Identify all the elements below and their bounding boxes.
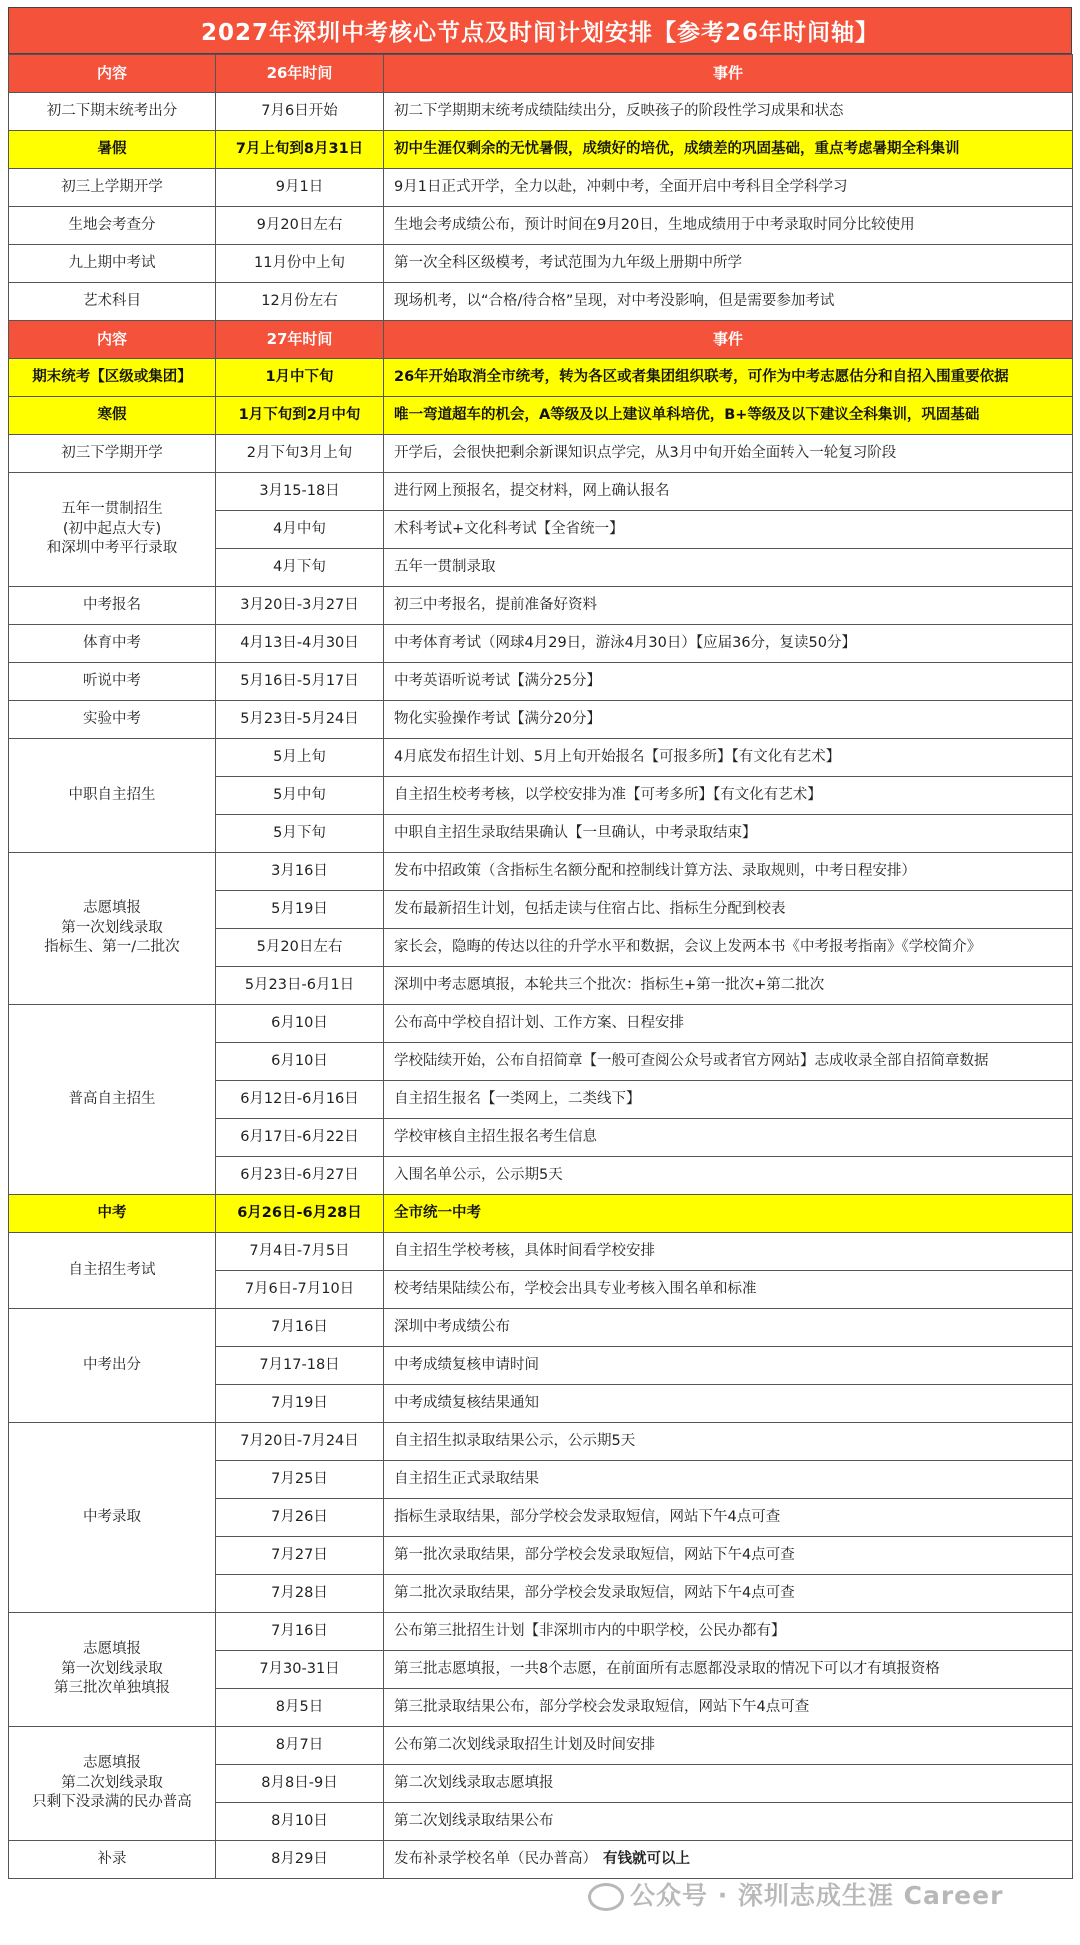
item-cell: 中职自主招生 <box>9 739 216 853</box>
time-cell: 8月5日 <box>216 1689 384 1727</box>
item-cell: 期末统考【区级或集团】 <box>9 359 216 397</box>
time-cell: 7月19日 <box>216 1385 384 1423</box>
item-cell: 志愿填报 第一次划线录取 第三批次单独填报 <box>9 1613 216 1727</box>
item-cell: 寒假 <box>9 397 216 435</box>
time-cell: 12月份左右 <box>216 283 384 321</box>
time-cell: 7月20日-7月24日 <box>216 1423 384 1461</box>
event-cell: 唯一弯道超车的机会，A等级及以上建议单科培优，B+等级及以下建议全科集训，巩固基础 <box>384 397 1073 435</box>
event-cell: 术科考试+文化科考试【全省统一】 <box>384 511 1073 549</box>
event-cell: 现场机考，以“合格/待合格”呈现，对中考没影响，但是需要参加考试 <box>384 283 1073 321</box>
table-row <box>9 283 1073 321</box>
table-row <box>9 1613 1073 1651</box>
watermark-text: 公众号 · 深圳志成生涯 Career <box>630 1881 1004 1910</box>
time-cell: 6月23日-6月27日 <box>216 1157 384 1195</box>
event-cell: 自主招生学校考核，具体时间看学校安排 <box>384 1233 1073 1271</box>
page-title: 2027年深圳中考核心节点及时间计划安排【参考26年时间轴】 <box>8 7 1072 54</box>
table-row <box>9 587 1073 625</box>
time-cell: 6月12日-6月16日 <box>216 1081 384 1119</box>
schedule-table-body <box>9 55 1073 1879</box>
table-row <box>9 359 1073 397</box>
time-cell: 5月19日 <box>216 891 384 929</box>
time-cell: 8月29日 <box>216 1841 384 1879</box>
time-cell: 7月6日开始 <box>216 93 384 131</box>
event-cell <box>384 1841 1073 1879</box>
time-cell: 7月27日 <box>216 1537 384 1575</box>
table-row <box>9 131 1073 169</box>
event-cell: 自主招生校考考核，以学校安排为准【可考多所】【有文化有艺术】 <box>384 777 1073 815</box>
event-cell: 学校审核自主招生报名考生信息 <box>384 1119 1073 1157</box>
time-cell: 5月23日-6月1日 <box>216 967 384 1005</box>
time-cell: 5月23日-5月24日 <box>216 701 384 739</box>
time-cell: 6月10日 <box>216 1005 384 1043</box>
event-cell: 第二批次录取结果，部分学校会发录取短信，网站下午4点可查 <box>384 1575 1073 1613</box>
table-row <box>9 853 1073 891</box>
event-cell: 自主招生报名【一类网上，二类线下】 <box>384 1081 1073 1119</box>
table-row <box>9 1423 1073 1461</box>
event-cell: 生地会考成绩公布，预计时间在9月20日，生地成绩用于中考录取时同分比较使用 <box>384 207 1073 245</box>
event-cell: 中考英语听说考试【满分25分】 <box>384 663 1073 701</box>
event-cell: 4月底发布招生计划、5月上旬开始报名【可报多所】【有文化有艺术】 <box>384 739 1073 777</box>
event-cell: 中职自主招生录取结果确认【一旦确认，中考录取结束】 <box>384 815 1073 853</box>
time-cell: 8月8日-9日 <box>216 1765 384 1803</box>
time-cell: 3月16日 <box>216 853 384 891</box>
wechat-icon <box>588 1883 624 1911</box>
event-cell: 9月1日正式开学，全力以赴，冲刺中考，全面开启中考科目全学科学习 <box>384 169 1073 207</box>
event-cell: 自主招生拟录取结果公示，公示期5天 <box>384 1423 1073 1461</box>
event-cell: 校考结果陆续公布，学校会出具专业考核入围名单和标准 <box>384 1271 1073 1309</box>
time-cell: 5月16日-5月17日 <box>216 663 384 701</box>
item-cell: 五年一贯制招生 (初中起点大专) 和深圳中考平行录取 <box>9 473 216 587</box>
event-cell: 进行网上预报名，提交材料，网上确认报名 <box>384 473 1073 511</box>
table-row <box>9 739 1073 777</box>
event-cell: 学校陆续开始，公布自招简章【一般可查阅公众号或者官方网站】志成收录全部自招简章数据 <box>384 1043 1073 1081</box>
item-cell: 中考录取 <box>9 1423 216 1613</box>
event-cell: 自主招生正式录取结果 <box>384 1461 1073 1499</box>
table-row-exam <box>9 1195 1073 1233</box>
time-cell: 7月上旬到8月31日 <box>216 131 384 169</box>
item-cell: 初二下期末统考出分 <box>9 93 216 131</box>
time-cell: 7月4日-7月5日 <box>216 1233 384 1271</box>
time-cell: 2月下旬3月上旬 <box>216 435 384 473</box>
item-cell: 自主招生考试 <box>9 1233 216 1309</box>
time-cell: 7月16日 <box>216 1309 384 1347</box>
time-cell: 7月17-18日 <box>216 1347 384 1385</box>
table-row <box>9 1233 1073 1271</box>
time-cell: 5月下旬 <box>216 815 384 853</box>
schedule-table <box>8 54 1073 1879</box>
event-cell: 公布第二次划线录取招生计划及时间安排 <box>384 1727 1073 1765</box>
time-cell: 7月6日-7月10日 <box>216 1271 384 1309</box>
event-cell: 初三中考报名，提前准备好资料 <box>384 587 1073 625</box>
event-cell: 五年一贯制录取 <box>384 549 1073 587</box>
table-row <box>9 169 1073 207</box>
event-cell: 26年开始取消全市统考，转为各区或者集团组织联考，可作为中考志愿估分和自招入围重要依据 <box>384 359 1073 397</box>
time-cell: 5月上旬 <box>216 739 384 777</box>
time-cell: 9月1日 <box>216 169 384 207</box>
item-cell: 初三下学期开学 <box>9 435 216 473</box>
time-cell: 4月13日-4月30日 <box>216 625 384 663</box>
table-row-supplement <box>9 1841 1073 1879</box>
time-cell: 7月30-31日 <box>216 1651 384 1689</box>
table-row <box>9 93 1073 131</box>
item-cell: 听说中考 <box>9 663 216 701</box>
table-header-row <box>9 55 1073 93</box>
event-cell: 中考成绩复核申请时间 <box>384 1347 1073 1385</box>
event-cell: 物化实验操作考试【满分20分】 <box>384 701 1073 739</box>
time-cell: 1月下旬到2月中旬 <box>216 397 384 435</box>
event-cell: 家长会，隐晦的传达以往的升学水平和数据，会议上发两本书《中考报考指南》《学校简介》 <box>384 929 1073 967</box>
event-cell: 第一批次录取结果，部分学校会发录取短信，网站下午4点可查 <box>384 1537 1073 1575</box>
event-cell: 全市统一中考 <box>384 1195 1073 1233</box>
table-row <box>9 1309 1073 1347</box>
time-cell: 7月25日 <box>216 1461 384 1499</box>
event-cell: 中考成绩复核结果通知 <box>384 1385 1073 1423</box>
schedule-sheet <box>8 7 1072 1879</box>
item-cell: 补录 <box>9 1841 216 1879</box>
event-cell: 初中生涯仅剩余的无忧暑假，成绩好的培优，成绩差的巩固基础，重点考虑暑期全科集训 <box>384 131 1073 169</box>
time-cell: 6月17日-6月22日 <box>216 1119 384 1157</box>
time-cell: 6月10日 <box>216 1043 384 1081</box>
item-cell: 艺术科目 <box>9 283 216 321</box>
item-cell: 志愿填报 第二次划线录取 只剩下没录满的民办普高 <box>9 1727 216 1841</box>
event-cell: 开学后，会很快把剩余新课知识点学完，从3月中旬开始全面转入一轮复习阶段 <box>384 435 1073 473</box>
table-row <box>9 207 1073 245</box>
event-emphasis: 有钱就可以上 <box>603 1850 690 1867</box>
item-cell: 暑假 <box>9 131 216 169</box>
column-header-content: 内容 <box>9 55 216 93</box>
time-cell: 11月份中上旬 <box>216 245 384 283</box>
column-header-time: 27年时间 <box>216 321 384 359</box>
event-cell: 初二下学期期末统考成绩陆续出分，反映孩子的阶段性学习成果和状态 <box>384 93 1073 131</box>
watermark <box>588 1876 1003 1912</box>
event-cell: 第三批志愿填报，一共8个志愿，在前面所有志愿都没录取的情况下可以才有填报资格 <box>384 1651 1073 1689</box>
time-cell: 3月15-18日 <box>216 473 384 511</box>
time-cell: 1月中下旬 <box>216 359 384 397</box>
time-cell: 8月10日 <box>216 1803 384 1841</box>
time-cell: 4月下旬 <box>216 549 384 587</box>
time-cell: 5月20日左右 <box>216 929 384 967</box>
event-cell: 公布第三批招生计划【非深圳市内的中职学校，公民办都有】 <box>384 1613 1073 1651</box>
item-cell: 中考出分 <box>9 1309 216 1423</box>
event-cell: 深圳中考成绩公布 <box>384 1309 1073 1347</box>
item-cell: 中考 <box>9 1195 216 1233</box>
event-cell: 发布最新招生计划，包括走读与住宿占比、指标生分配到校表 <box>384 891 1073 929</box>
table-row <box>9 663 1073 701</box>
time-cell: 7月28日 <box>216 1575 384 1613</box>
time-cell: 7月16日 <box>216 1613 384 1651</box>
table-row <box>9 435 1073 473</box>
event-cell: 入围名单公示，公示期5天 <box>384 1157 1073 1195</box>
event-cell: 第二次划线录取结果公布 <box>384 1803 1073 1841</box>
table-row <box>9 245 1073 283</box>
column-header-content: 内容 <box>9 321 216 359</box>
event-cell: 发布中招政策（含指标生名额分配和控制线计算方法、录取规则，中考日程安排） <box>384 853 1073 891</box>
event-cell: 中考体育考试（网球4月29日，游泳4月30日）【应届36分，复读50分】 <box>384 625 1073 663</box>
table-row <box>9 701 1073 739</box>
event-text: 发布补录学校名单（民办普高） <box>394 1850 597 1867</box>
event-cell: 第三批录取结果公布，部分学校会发录取短信，网站下午4点可查 <box>384 1689 1073 1727</box>
time-cell: 9月20日左右 <box>216 207 384 245</box>
event-cell: 第二次划线录取志愿填报 <box>384 1765 1073 1803</box>
event-cell: 深圳中考志愿填报，本轮共三个批次：指标生+第一批次+第二批次 <box>384 967 1073 1005</box>
table-header-row <box>9 321 1073 359</box>
table-row <box>9 1005 1073 1043</box>
item-cell: 中考报名 <box>9 587 216 625</box>
time-cell: 4月中旬 <box>216 511 384 549</box>
event-cell: 公布高中学校自招计划、工作方案、日程安排 <box>384 1005 1073 1043</box>
table-row <box>9 1727 1073 1765</box>
table-row <box>9 473 1073 511</box>
item-cell: 志愿填报 第一次划线录取 指标生、第一/二批次 <box>9 853 216 1005</box>
event-cell: 第一次全科区级模考，考试范围为九年级上册期中所学 <box>384 245 1073 283</box>
time-cell: 5月中旬 <box>216 777 384 815</box>
table-row <box>9 625 1073 663</box>
item-cell: 生地会考查分 <box>9 207 216 245</box>
time-cell: 6月26日-6月28日 <box>216 1195 384 1233</box>
item-cell: 实验中考 <box>9 701 216 739</box>
time-cell: 8月7日 <box>216 1727 384 1765</box>
time-cell: 3月20日-3月27日 <box>216 587 384 625</box>
table-row <box>9 397 1073 435</box>
item-cell: 体育中考 <box>9 625 216 663</box>
column-header-event: 事件 <box>384 55 1073 93</box>
column-header-event: 事件 <box>384 321 1073 359</box>
time-cell: 7月26日 <box>216 1499 384 1537</box>
column-header-time: 26年时间 <box>216 55 384 93</box>
event-cell: 指标生录取结果，部分学校会发录取短信，网站下午4点可查 <box>384 1499 1073 1537</box>
item-cell: 九上期中考试 <box>9 245 216 283</box>
item-cell: 初三上学期开学 <box>9 169 216 207</box>
item-cell: 普高自主招生 <box>9 1005 216 1195</box>
